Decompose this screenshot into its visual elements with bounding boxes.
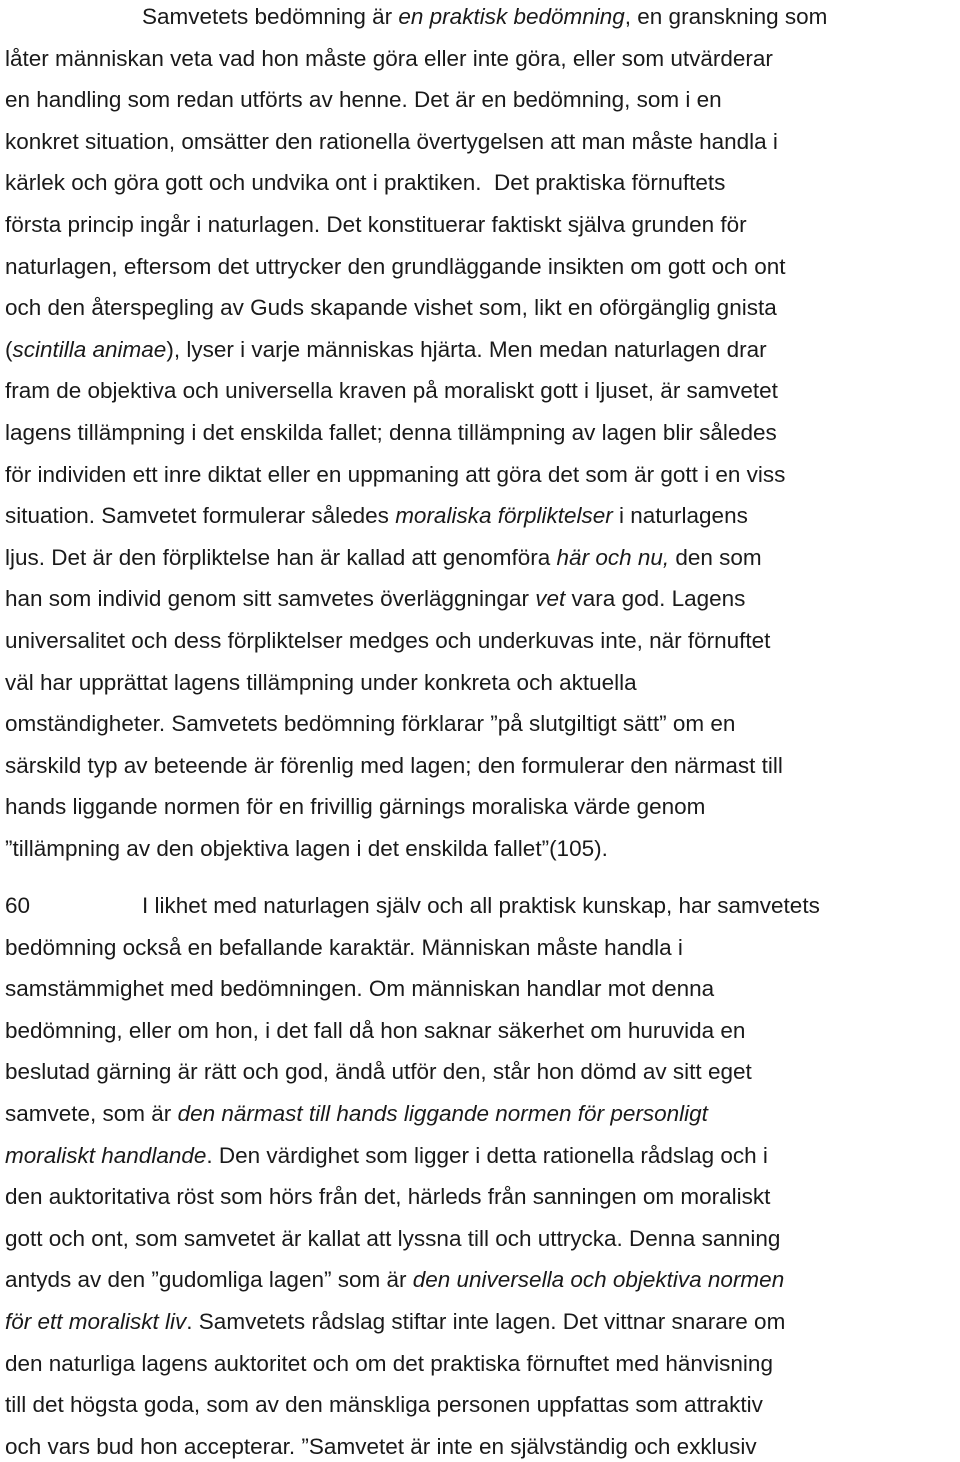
text-segment: lagens tillämpning i det enskilda fallet; denna tillämpning av lagen blir således bbox=[5, 420, 777, 445]
italic-text: moraliska förpliktelser bbox=[395, 503, 613, 529]
text-line bbox=[5, 293, 777, 323]
text-line bbox=[5, 252, 785, 282]
text-line bbox=[5, 1016, 745, 1046]
text-line bbox=[5, 1057, 752, 1087]
italic-text: den universella och objektiva normen bbox=[412, 1267, 785, 1293]
text-line bbox=[5, 543, 762, 573]
text-segment: ljus. Det är den förpliktelse han är kallad att genomföra bbox=[5, 544, 557, 570]
text-line bbox=[5, 709, 735, 739]
text-line bbox=[5, 1432, 757, 1462]
text-segment: bedömning, eller om hon, i det fall då hon saknar säkerhet om huruvida en bbox=[5, 1017, 746, 1043]
text-line bbox=[5, 834, 608, 864]
text-line bbox=[5, 1141, 768, 1171]
text-line bbox=[5, 460, 785, 490]
text-segment: den auktoritativa röst som hörs från det, härleds från sanningen om moraliskt bbox=[5, 1184, 771, 1210]
text-line bbox=[5, 891, 820, 921]
text-line bbox=[142, 2, 827, 32]
text-segment: I likhet med naturlagen själv och all praktisk kunskap, har samvetets bbox=[142, 893, 820, 918]
text-segment: i naturlagens bbox=[612, 503, 748, 529]
text-segment: vara god. Lagens bbox=[565, 586, 746, 612]
text-segment: gott och ont, som samvetet är kallat att lyssna till och uttrycka. Denna sanning bbox=[5, 1225, 781, 1251]
text-segment: låter människan veta vad hon måste göra eller inte göra, eller som utvärderar bbox=[5, 45, 773, 71]
text-segment: en handling som redan utförts av henne. Det är en bedömning, som i en bbox=[5, 87, 722, 113]
text-line bbox=[5, 974, 714, 1004]
text-line bbox=[5, 1390, 763, 1420]
italic-text: den närmast till hands liggande normen för personligt bbox=[177, 1101, 708, 1126]
text-segment: omständigheter. Samvetets bedömning förklarar ”på slutgiltigt sätt” om en bbox=[5, 711, 736, 737]
text-segment: första princip ingår i naturlagen. Det konstituerar faktiskt själva grunden för bbox=[5, 212, 747, 237]
text-segment: , en granskning som bbox=[624, 4, 828, 29]
text-segment: hands liggande normen för en frivillig gärnings moraliska värde genom bbox=[5, 794, 706, 820]
text-segment: ( bbox=[5, 336, 13, 362]
text-segment: och den återspegling av Guds skapande vishet som, likt en oförgänglig gnista bbox=[5, 295, 777, 321]
text-segment: för individen ett inre diktat eller en uppmaning att göra det som är gott i en viss bbox=[5, 461, 786, 487]
text-segment: den som bbox=[669, 544, 762, 570]
text-line bbox=[5, 44, 773, 74]
text-segment: till det högsta goda, som av den mänskliga personen uppfattas som attraktiv bbox=[5, 1392, 763, 1418]
text-line bbox=[5, 1099, 708, 1129]
text-line bbox=[5, 626, 770, 656]
text-line bbox=[5, 792, 705, 822]
text-segment: och vars bud hon accepterar. ”Samvetet är inte en självständig och exklusiv bbox=[5, 1433, 757, 1459]
text-line bbox=[5, 1224, 780, 1254]
text-segment: beslutad gärning är rätt och god, ändå utför den, står hon dömd av sitt eget bbox=[5, 1059, 752, 1085]
text-segment: samstämmighet med bedömningen. Om människan handlar mot denna bbox=[5, 976, 715, 1002]
italic-text: för ett moraliskt liv bbox=[5, 1309, 187, 1334]
text-segment: universalitet och dess förpliktelser medges och underkuvas inte, när förnuftet bbox=[5, 628, 771, 653]
text-segment: . Samvetets rådslag stiftar inte lagen. Det vittnar snarare om bbox=[186, 1309, 786, 1334]
text-segment: antyds av den ”gudomliga lagen” som är bbox=[5, 1267, 413, 1293]
text-line bbox=[5, 168, 725, 198]
text-segment: Samvetets bedömning är bbox=[142, 4, 399, 29]
text-segment: konkret situation, omsätter den rationella övertygelsen att man måste handla i bbox=[5, 128, 778, 154]
text-line bbox=[5, 1349, 773, 1379]
text-segment: väl har upprättat lagens tillämpning under konkreta och aktuella bbox=[5, 669, 637, 695]
italic-text: här och nu, bbox=[556, 544, 670, 570]
text-line bbox=[5, 376, 778, 406]
text-line bbox=[5, 584, 745, 614]
text-line bbox=[5, 1307, 785, 1337]
text-line bbox=[5, 668, 637, 698]
text-line bbox=[5, 1265, 784, 1295]
text-segment: fram de objektiva och universella kraven på moraliskt gott i ljuset, är samvetet bbox=[5, 378, 778, 404]
text-line bbox=[5, 127, 778, 157]
text-segment: bedömning också en befallande karaktär. Människan måste handla i bbox=[5, 934, 683, 960]
text-segment: naturlagen, eftersom det uttrycker den grundläggande insikten om gott och ont bbox=[5, 253, 786, 279]
text-segment: kärlek och göra gott och undvika ont i praktiken. Det praktiska förnuftets bbox=[5, 170, 726, 196]
italic-text: en praktisk bedömning bbox=[398, 4, 625, 29]
text-line bbox=[5, 418, 777, 448]
text-segment: ”tillämpning av den objektiva lagen i det enskilda fallet”(105). bbox=[5, 836, 608, 861]
text-segment: den naturliga lagens auktoritet och om det praktiska förnuftet med hänvisning bbox=[5, 1350, 773, 1376]
italic-text: scintilla animae bbox=[12, 336, 167, 362]
text-line bbox=[5, 933, 683, 963]
text-line bbox=[5, 1182, 770, 1212]
italic-text: moraliskt handlande bbox=[5, 1142, 207, 1168]
text-segment: situation. Samvetet formulerar således bbox=[5, 503, 396, 529]
paragraph-number: 60 bbox=[5, 893, 31, 918]
text-line bbox=[5, 335, 767, 365]
text-line bbox=[5, 751, 783, 781]
text-segment: ), lyser i varje människas hjärta. Men medan naturlagen drar bbox=[166, 336, 767, 362]
text-line bbox=[5, 85, 722, 115]
text-segment: han som individ genom sitt samvetes överläggningar bbox=[5, 586, 536, 612]
text-line bbox=[5, 210, 747, 240]
italic-text: vet bbox=[535, 586, 566, 612]
text-segment: särskild typ av beteende är förenlig med lagen; den formulerar den närmast till bbox=[5, 752, 783, 778]
text-segment: . Den värdighet som ligger i detta rationella rådslag och i bbox=[206, 1142, 768, 1168]
text-segment: samvete, som är bbox=[5, 1101, 178, 1126]
text-line bbox=[5, 501, 748, 531]
